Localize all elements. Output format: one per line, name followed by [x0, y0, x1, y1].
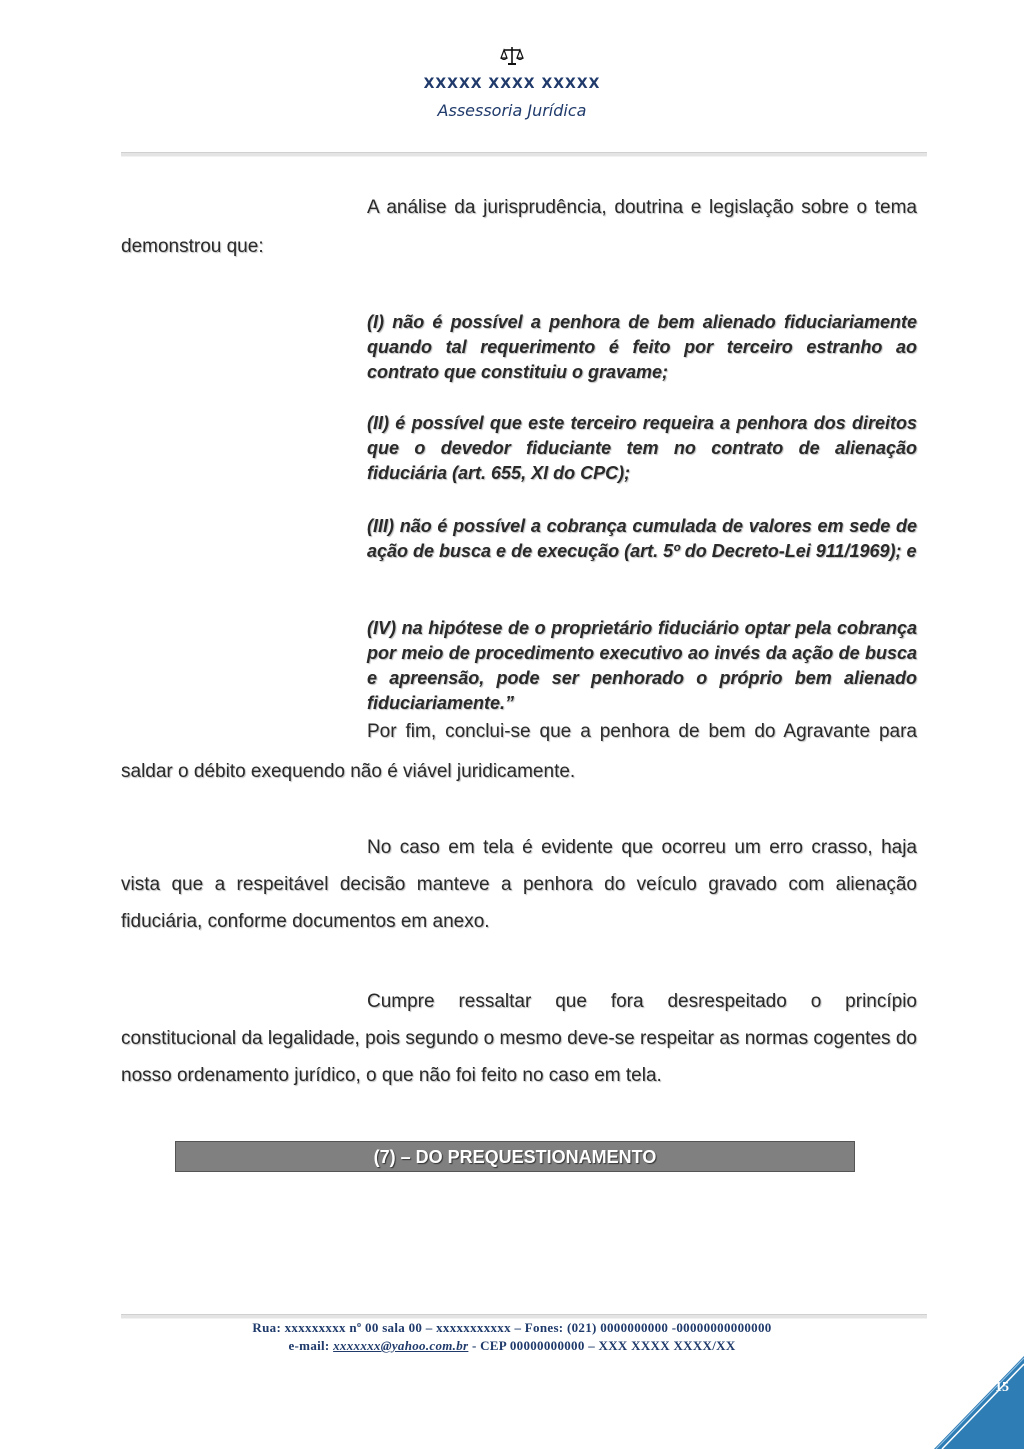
email-label: e-mail:: [288, 1338, 334, 1353]
footer-address: Rua: xxxxxxxxx nº 00 sala 00 – xxxxxxxxxxx – Fones: (021) 0000000000 -00000000000000: [252, 1320, 772, 1335]
conclusion-line-1: Por fim, conclui-se que a penhora de bem do Agravante para: [367, 721, 917, 742]
email-link[interactable]: xxxxxxx@yahoo.com.br: [333, 1338, 469, 1353]
section-heading-box: [175, 1141, 855, 1172]
footer-cep: - CEP 00000000000 – XXX XXXX XXXX/XX: [468, 1338, 736, 1353]
quote-item-3: (III) não é possível a cobrança cumulada de valores em sede de ação de busca e de execução (art. 5º do Decreto-Lei 911/1969); e: [367, 516, 917, 561]
section-heading: (7) – DO PREQUESTIONAMENTO: [373, 1147, 657, 1167]
paragraph-legalidade: Cumpre ressaltar que fora desrespeitado o princípio constitucional da legalidade, pois segundo o mesmo deve-se respeitar as normas cogentes do nosso ordenamento jurídico, o que não foi feito no caso em tela.: [121, 991, 917, 1086]
conclusion-line-2: saldar o débito exequendo não é viável juridicamente.: [121, 761, 576, 782]
intro-line-1: A análise da jurisprudência, doutrina e legislação sobre o tema: [367, 197, 917, 218]
paragraph-erro-crasso: No caso em tela é evidente que ocorreu um erro crasso, haja vista que a respeitável decisão manteve a penhora do veículo gravado com alienação fiduciária, conforme documentos em anexo.: [121, 837, 917, 932]
firm-subtitle: Assessoria Jurídica: [437, 101, 587, 120]
header-divider: [121, 152, 927, 157]
quote-item-2: (II) é possível que este terceiro requeira a penhora dos direitos que o devedor fiduciante tem no contrato de alienação fiduciária (art. 655, XI do CPC);: [367, 413, 917, 483]
quote-item-1: (I) não é possível a penhora de bem alienado fiduciariamente quando tal requerimento é feito por terceiro estranho ao contrato que constituiu o gravame;: [367, 312, 917, 382]
scales-of-justice-icon: [500, 44, 524, 68]
footer-divider: [121, 1314, 927, 1319]
firm-name: XXXXX XXXX XXXXX: [423, 76, 601, 92]
intro-line-2: demonstrou que:: [121, 236, 264, 257]
page-number: 15: [995, 1380, 1009, 1395]
footer-contact: [0, 1338, 1024, 1354]
quote-item-4: (IV) na hipótese de o proprietário fiduciário optar pela cobrança por meio de procedimento executivo ao invés da ação de busca e apreensão, pode ser penhorado o próprio bem alienado fiduciariamente.”: [367, 618, 917, 713]
page-corner-decoration: [934, 1356, 1024, 1449]
